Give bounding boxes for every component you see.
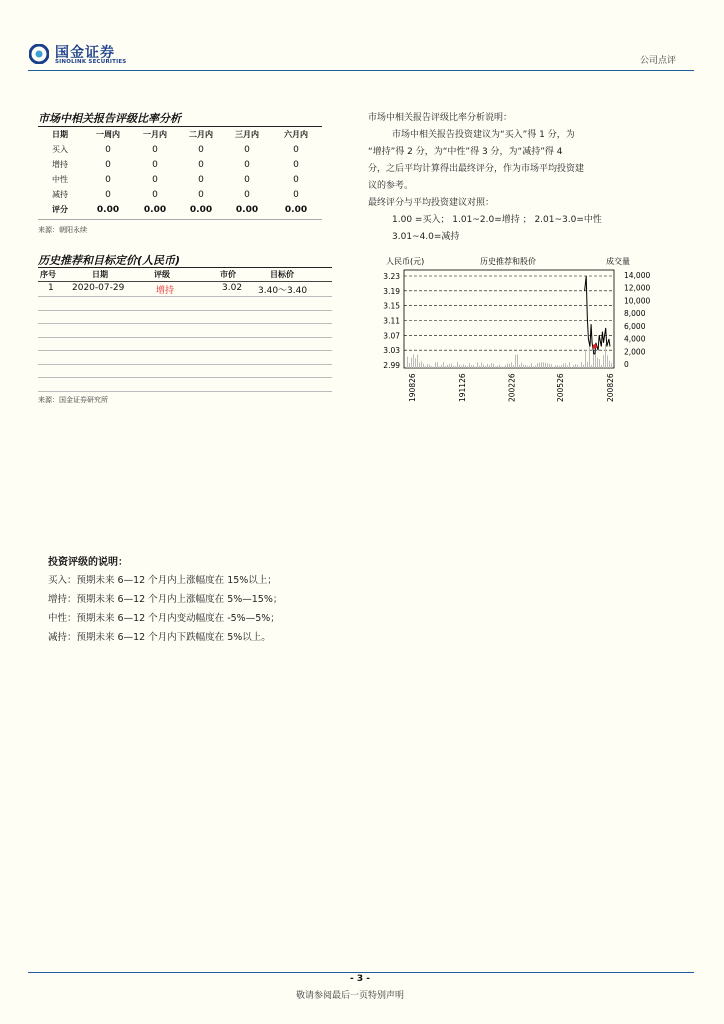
plot-frame [404, 270, 614, 368]
volume-bar [537, 363, 538, 368]
volume-bar [589, 343, 590, 368]
explanation-line: 市场中相关报告投资建议为“买入”得 1 分，为 [392, 130, 575, 140]
volume-bar [527, 366, 528, 368]
ratings-header-row [38, 127, 322, 142]
cell: 0 [152, 189, 158, 200]
volume-bar [415, 358, 416, 368]
ratings-source: 来源：朝阳永续 [38, 226, 87, 234]
y2-tick-label: 0 [624, 360, 629, 369]
history-target: 3.40～3.40 [258, 286, 308, 296]
cell: 0 [198, 189, 204, 200]
chart-y2label: 成交量 [606, 257, 630, 266]
cell: 0 [293, 174, 299, 185]
cell: 0.00 [143, 204, 167, 215]
volume-bar [487, 364, 488, 368]
volume-bar [571, 367, 572, 368]
volume-bar [609, 361, 610, 368]
volume-bar [449, 364, 450, 368]
history-row-rule [38, 350, 332, 351]
volume-bar [459, 365, 460, 368]
volume-bar [467, 366, 468, 368]
volume-bar [547, 363, 548, 368]
volume-bar [483, 365, 484, 368]
history-row-rule [38, 310, 332, 311]
history-date: 2020-07-29 [72, 283, 125, 293]
explanation-line: 议的参考。 [368, 181, 414, 191]
volume-bar [495, 366, 496, 368]
cell: 0.00 [284, 204, 308, 215]
explanation-line: 最终评分与平均投资建议对照： [368, 198, 495, 208]
cell: 0 [152, 174, 158, 185]
cell: 0 [105, 174, 111, 185]
chart-title: 历史推荐和股价 [480, 257, 536, 266]
volume-bar [507, 364, 508, 368]
cell: 0 [244, 159, 250, 170]
y2-tick-label: 14,000 [624, 271, 651, 280]
volume-bar [543, 362, 544, 368]
y-tick-label: 3.11 [383, 316, 400, 326]
cell: 0.00 [96, 204, 120, 215]
cell: 0 [152, 144, 158, 155]
history-no: 1 [48, 283, 54, 293]
volume-bar [429, 365, 430, 368]
volume-bar [407, 357, 408, 368]
cell: 0 [105, 159, 111, 170]
volume-bar [469, 363, 470, 368]
volume-bar [445, 366, 446, 368]
volume-bar [605, 344, 606, 368]
investment-title: 投资评级的说明： [48, 557, 128, 568]
volume-bar [431, 366, 432, 368]
investment-line: 减持：预期未来 6—12 个月内下跌幅度在 5%以上。 [48, 632, 271, 643]
volume-bar [545, 363, 546, 368]
volume-bar [511, 362, 512, 368]
score-row [38, 202, 322, 217]
volume-bar [491, 363, 492, 368]
volume-bar [603, 355, 604, 368]
volume-bar [541, 362, 542, 368]
history-source: 来源：国金证券研究所 [38, 396, 108, 404]
ratings-title: 市场中相关报告评级比率分析 [38, 112, 181, 125]
volume-bar [569, 362, 570, 368]
volume-bar [477, 362, 478, 368]
volume-bar [499, 365, 500, 368]
price-chart [368, 250, 668, 410]
volume-bar [463, 364, 464, 368]
volume-bar [423, 364, 424, 368]
volume-bar [575, 364, 576, 368]
x-tick-label: 191126 [457, 373, 467, 402]
volume-bar [473, 365, 474, 368]
volume-bar [607, 355, 608, 368]
volume-bar [555, 365, 556, 368]
chart-ylabel: 人民币(元) [386, 257, 425, 266]
explanation-line: 3.01~4.0=减持 [392, 232, 460, 242]
history-title: 历史推荐和目标定价(人民币) [38, 254, 181, 267]
ratings-bottom-rule [38, 219, 322, 220]
volume-bar [611, 363, 612, 368]
col-header: 日期 [52, 130, 68, 139]
row-label: 减持 [52, 190, 68, 199]
volume-bar [489, 365, 490, 368]
volume-bar [443, 362, 444, 368]
volume-bar [513, 365, 514, 368]
y-tick-label: 3.03 [383, 346, 400, 356]
y2-tick-label: 12,000 [624, 283, 651, 293]
volume-bar [439, 366, 440, 368]
cell: 0 [198, 174, 204, 185]
cell: 0 [244, 144, 250, 155]
history-head-rule [38, 281, 332, 282]
history-col-price: 市价 [220, 270, 236, 279]
col-header: 一月内 [143, 130, 167, 139]
volume-bar [481, 363, 482, 368]
volume-bar [585, 350, 586, 368]
col-header: 一周内 [96, 130, 120, 139]
volume-bar [497, 366, 498, 368]
disclaimer: 敬请参阅最后一页特别声明 [296, 991, 405, 1001]
volume-bar [417, 355, 418, 368]
history-col-no: 序号 [40, 270, 56, 279]
row-label: 增持 [52, 160, 68, 169]
volume-bar [479, 366, 480, 368]
cell: 0 [198, 159, 204, 170]
volume-bar [419, 363, 420, 368]
history-row-rule [38, 337, 332, 338]
volume-bar [601, 365, 602, 368]
x-tick-label: 200826 [606, 373, 615, 402]
history-col-date: 日期 [92, 270, 108, 279]
investment-line: 增持：预期未来 6—12 个月内上涨幅度在 5%—15%； [48, 594, 283, 605]
volume-bar [565, 363, 566, 368]
volume-bar [447, 365, 448, 368]
volume-bar [465, 365, 466, 368]
cell: 0 [293, 159, 299, 170]
volume-bar [587, 362, 588, 368]
volume-bar [591, 365, 592, 368]
cell: 0.00 [189, 204, 213, 215]
cell: 0 [152, 159, 158, 170]
history-row-rule [38, 364, 332, 365]
volume-bar [485, 366, 486, 368]
cell: 0 [105, 144, 111, 155]
volume-bar [533, 366, 534, 368]
footer-divider [28, 972, 694, 973]
volume-bar [567, 366, 568, 368]
row-label: 买入 [52, 145, 68, 154]
table-row [38, 142, 322, 157]
volume-bar [559, 366, 560, 368]
y2-tick-label: 8,000 [624, 309, 646, 319]
volume-bar [563, 364, 564, 368]
volume-bar [551, 364, 552, 368]
volume-bar [561, 365, 562, 368]
y2-tick-label: 10,000 [624, 296, 651, 306]
volume-bar [573, 365, 574, 368]
y2-tick-label: 6,000 [624, 321, 646, 331]
volume-bar [435, 362, 436, 368]
cell: 0 [198, 144, 204, 155]
x-tick-label: 200226 [507, 373, 517, 402]
report-type: 公司点评 [640, 56, 677, 66]
table-row [38, 187, 322, 202]
volume-bar [453, 366, 454, 368]
investment-line: 买入：预期未来 6—12 个月内上涨幅度在 15%以上； [48, 575, 277, 586]
cell: 0.00 [235, 204, 259, 215]
volume-bar [437, 362, 438, 368]
x-tick-label: 190826 [408, 373, 417, 402]
history-row-rule [38, 296, 332, 297]
volume-bar [517, 355, 518, 368]
ratings-table [38, 127, 322, 217]
cell: 0 [293, 144, 299, 155]
history-row-rule [38, 391, 332, 392]
y-tick-label: 3.19 [383, 286, 400, 296]
volume-bar [411, 358, 412, 368]
volume-bar [519, 365, 520, 368]
volume-bar [523, 365, 524, 368]
volume-bar [539, 363, 540, 368]
volume-bar [421, 361, 422, 368]
col-header: 六月内 [284, 130, 308, 139]
volume-bar [579, 367, 580, 368]
volume-bar [505, 365, 506, 368]
y2-tick-label: 2,000 [624, 347, 646, 357]
y2-tick-label: 4,000 [624, 334, 646, 344]
history-row-rule [38, 377, 332, 378]
explanation-line: 1.00 =买入； 1.01~2.0=增持 ； 2.01~3.0=中性 [392, 215, 602, 225]
price-line [585, 276, 610, 354]
volume-bar [525, 365, 526, 368]
table-row [38, 157, 322, 172]
volume-bar [493, 364, 494, 368]
volume-bar [409, 363, 410, 368]
history-price: 3.02 [222, 283, 243, 293]
volume-bar [535, 366, 536, 368]
volume-bar [475, 367, 476, 368]
row-label: 中性 [52, 175, 68, 184]
history-top-rule [38, 267, 332, 268]
history-col-target: 目标价 [270, 270, 294, 279]
volume-bar [471, 365, 472, 368]
y-tick-label: 2.99 [383, 361, 400, 370]
volume-bar [455, 366, 456, 368]
cell: 0 [244, 189, 250, 200]
volume-bar [509, 364, 510, 368]
volume-bar [521, 363, 522, 368]
history-rating: 增持 [156, 286, 175, 296]
history-row-rule [38, 323, 332, 324]
volume-bar [597, 358, 598, 368]
row-label: 评分 [52, 205, 68, 214]
logo-text: 国金证券 [55, 45, 115, 61]
col-header: 二月内 [189, 130, 213, 139]
history-col-rating: 评级 [154, 270, 170, 279]
volume-bar [503, 367, 504, 368]
volume-bar [425, 366, 426, 368]
logo-subtext: SINOLINK SECURITIES [55, 59, 127, 65]
logo-icon [29, 44, 49, 64]
volume-bar [581, 362, 582, 368]
y-tick-label: 3.07 [383, 331, 400, 341]
volume-bar [451, 364, 452, 368]
volume-bar [461, 366, 462, 368]
explanation-block [368, 110, 688, 246]
volume-bar [433, 367, 434, 368]
explanation-title: 市场中相关报告评级比率分析说明： [368, 113, 513, 123]
col-header: 三月内 [235, 130, 259, 139]
cell: 0 [105, 189, 111, 200]
y-tick-label: 3.23 [383, 272, 400, 281]
volume-bar [583, 365, 584, 368]
volume-bar [501, 367, 502, 368]
x-tick-label: 200526 [556, 373, 566, 402]
y-tick-label: 3.15 [383, 301, 400, 311]
cell: 0 [244, 174, 250, 185]
explanation-line: 分，之后平均计算得出最终评分，作为市场平均投资建 [368, 164, 585, 174]
volume-bar [457, 362, 458, 368]
header-divider [28, 70, 694, 71]
table-row [38, 172, 322, 187]
volume-bar [549, 364, 550, 368]
volume-bar [413, 354, 414, 368]
volume-bar [577, 365, 578, 368]
volume-bar [599, 359, 600, 368]
volume-bar [441, 365, 442, 368]
volume-bar [515, 355, 516, 368]
cell: 0 [293, 189, 299, 200]
investment-line: 中性：预期未来 6—12 个月内变动幅度在 -5%—5%； [48, 613, 280, 624]
explanation-line: “增持”得 2 分，为“中性”得 3 分，为“减持”得 4 [368, 147, 563, 157]
rating-marker [593, 344, 597, 348]
volume-bar [531, 363, 532, 368]
volume-bar [553, 367, 554, 368]
volume-bar [529, 366, 530, 368]
page-number: - 3 - [350, 974, 370, 984]
volume-bar [427, 364, 428, 368]
volume-bar [557, 365, 558, 368]
